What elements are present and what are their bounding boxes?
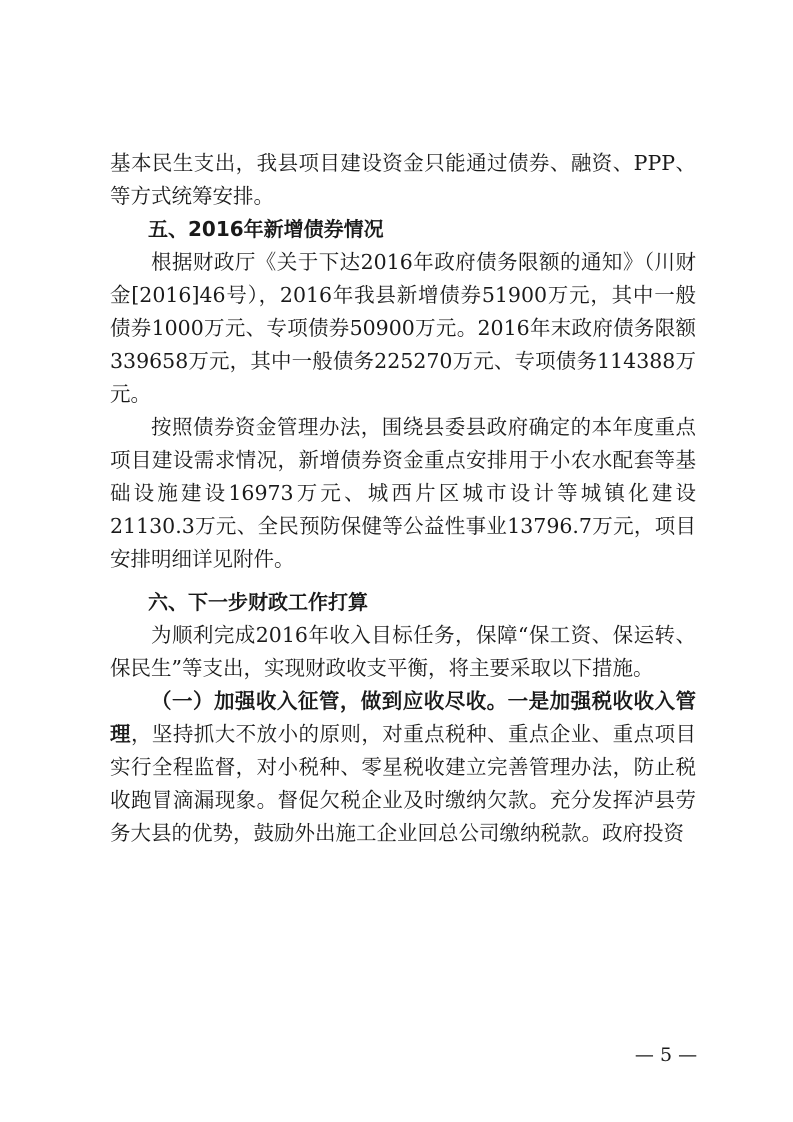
document-body [110, 147, 696, 850]
section-heading-5: 五、2016年新增债券情况 [148, 217, 384, 241]
paragraph-revenue-collection [110, 685, 696, 850]
section-heading-6: 六、下一步财政工作打算 [148, 590, 368, 614]
bold-lead-text: （一）加强收入征管，做到应收尽收。一是加强税收收入管理 [110, 689, 696, 746]
paragraph-debt-quota: 根据财政厅《关于下达2016年政府债务限额的通知》（川财金[2016]46号），2016年我县新增债券51900万元，其中一般债券1000万元、专项债券50900万元。2016年末政府债务限额339658万元，其中一般债务225270万元、专项债务114388万元。 [110, 250, 696, 406]
paragraph-bond-allocation: 按照债券资金管理办法，围绕县委县政府确定的本年度重点项目建设需求情况，新增债券资金重点安排用于小农水配套等基础设施建设16973万元、城西片区城市设计等城镇化建设21130.3万元、全民预防保健等公益性事业13796.7万元，项目安排明细详见附件。 [110, 415, 696, 571]
paragraph-measures-intro: 为顺利完成2016年收入目标任务，保障“保工资、保运转、保民生”等支出，实现财政收支平衡，将主要采取以下措施。 [110, 623, 696, 680]
paragraph-body-text: ，坚持抓大不放小的原则，对重点税种、重点企业、重点项目实行全程监督，对小税种、零星税收建立完善管理办法，防止税收跑冒滴漏现象。督促欠税企业及时缴纳欠款。充分发挥泸县劳务大县的优势，鼓励外出施工企业回总公司缴纳税款。政府投资 [110, 722, 697, 845]
paragraph-continuation: 基本民生支出，我县项目建设资金只能通过债券、融资、PPP、等方式统筹安排。 [110, 151, 696, 208]
page-number: — 5 — [634, 1044, 698, 1066]
